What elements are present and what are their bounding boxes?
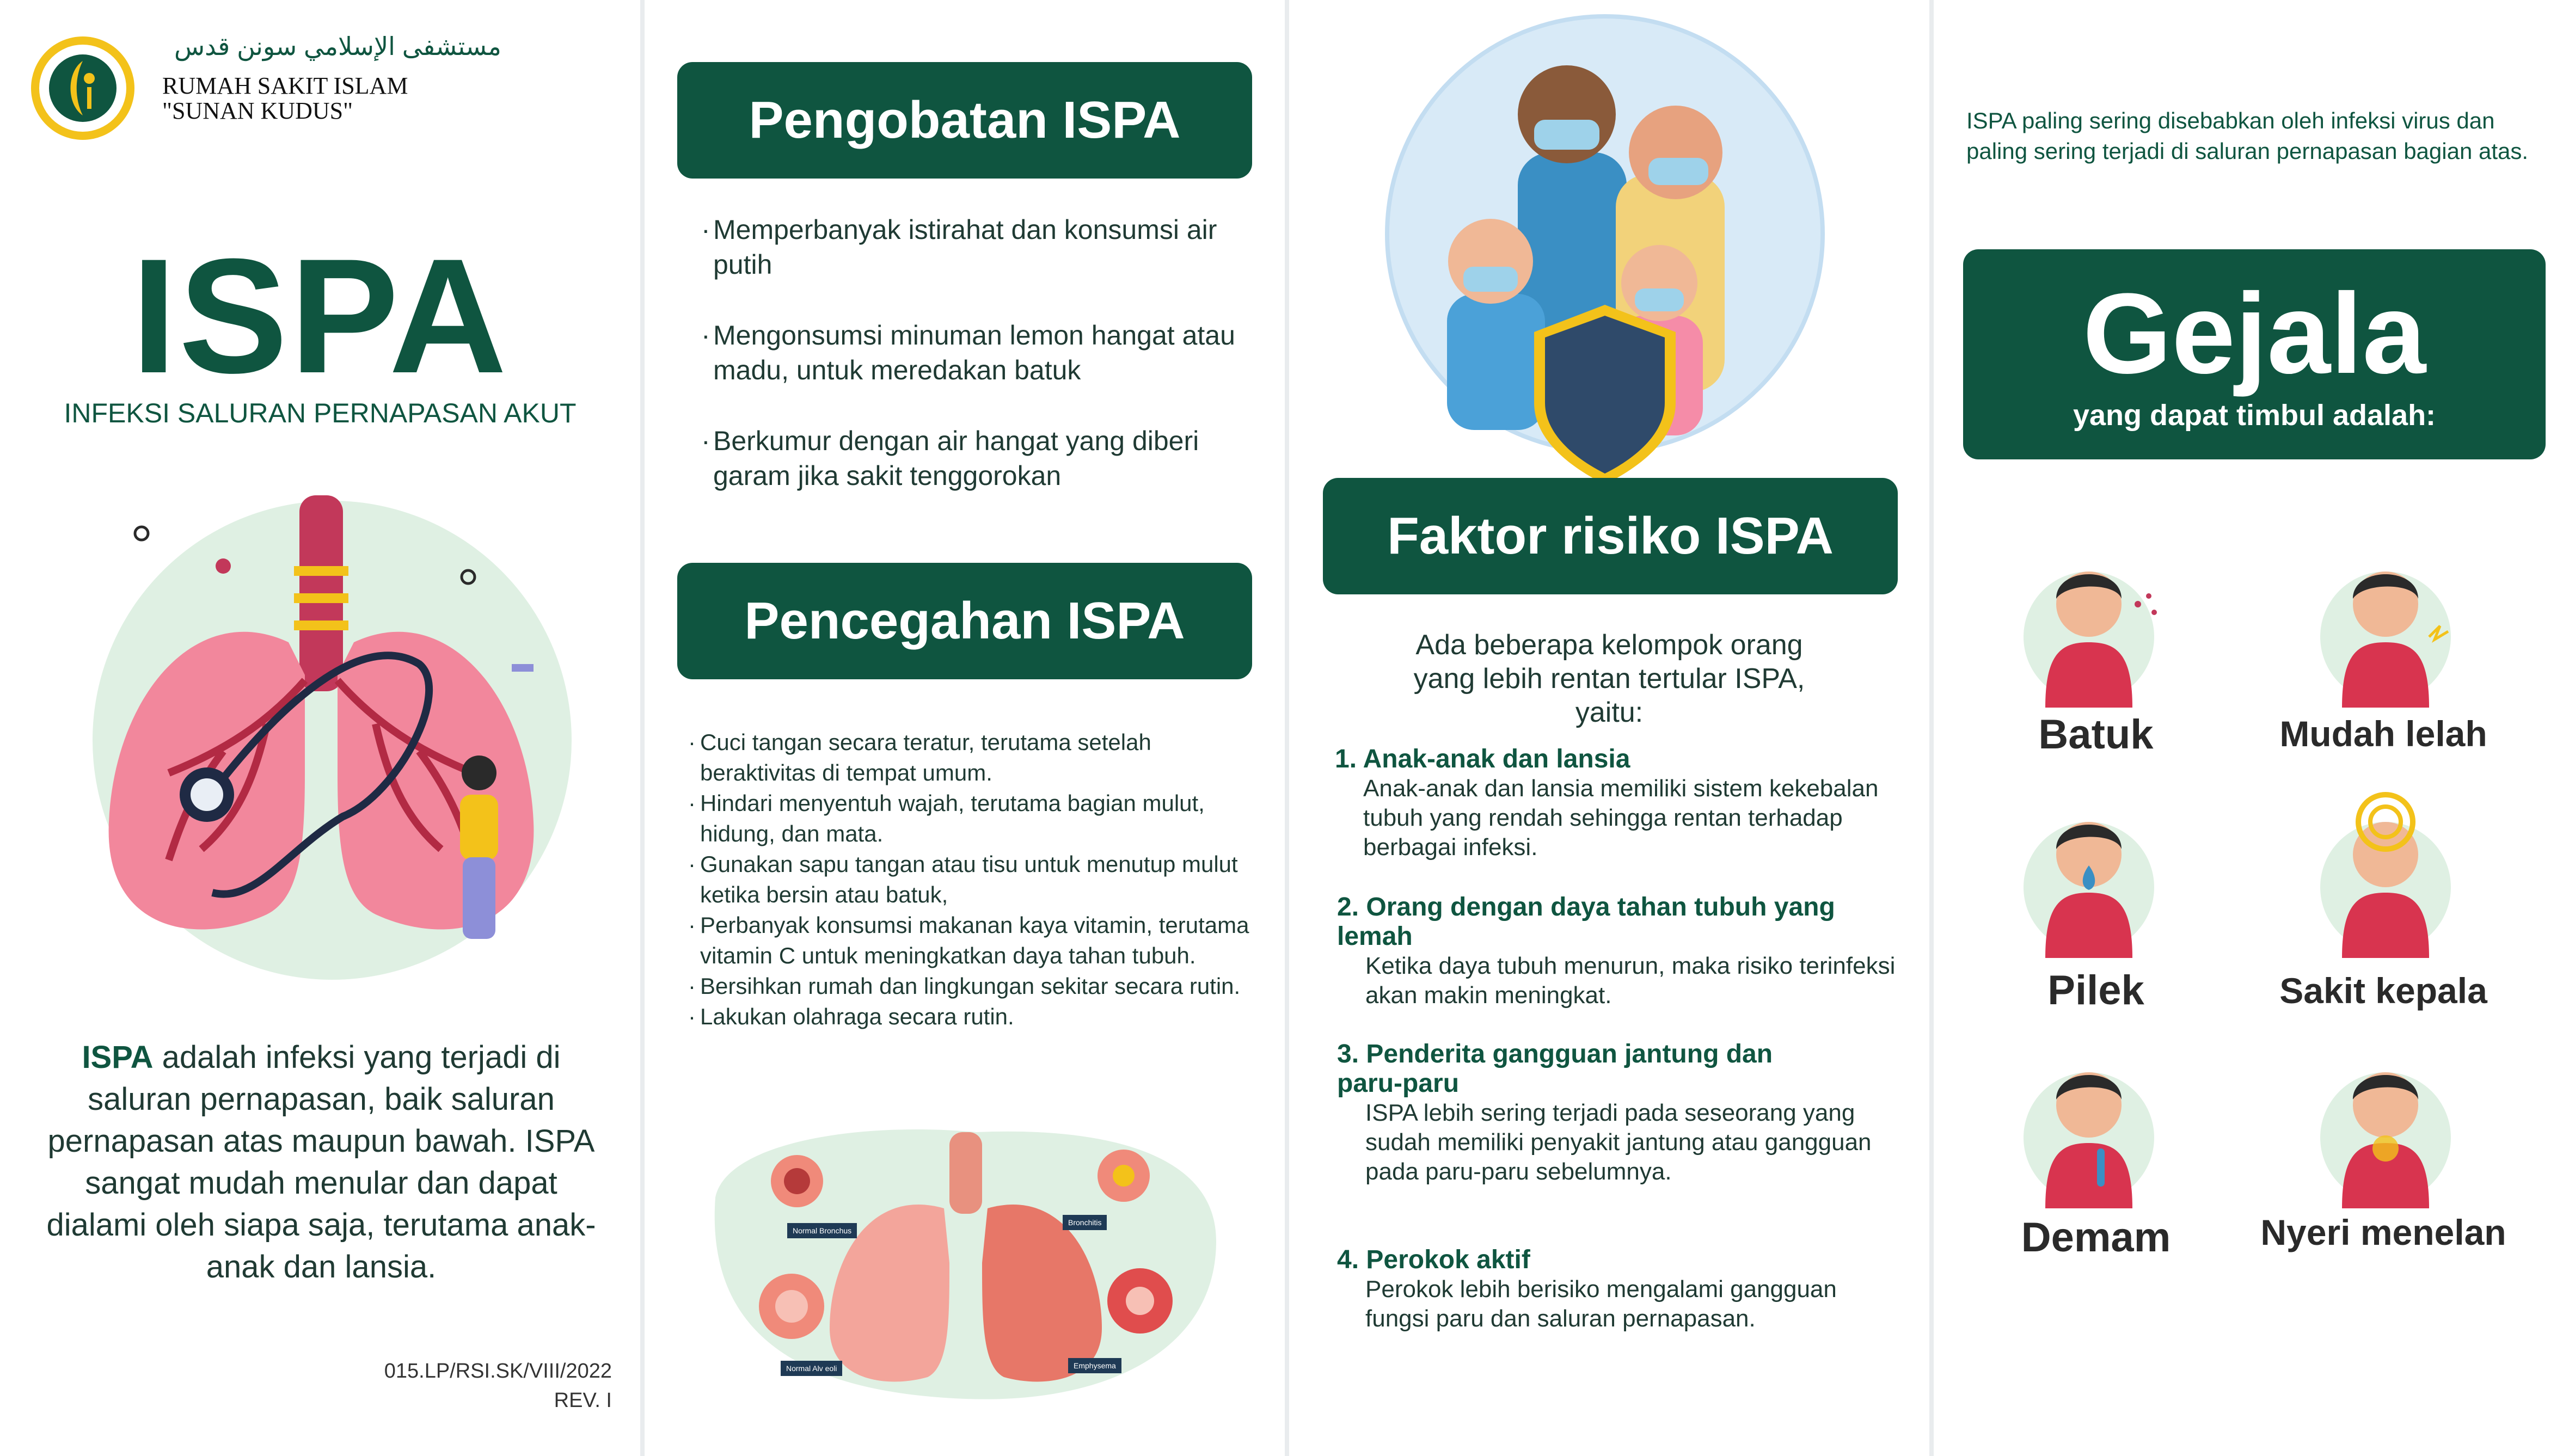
panel-treatment-prevention xyxy=(645,0,1285,1456)
list-item: · Hindari menyentuh wajah, terutama bagian mulut, hidung, dan mata. xyxy=(688,788,1254,849)
risk-item-description: Perokok lebih berisiko mengalami gangguan fungsi paru dan saluran pernapasan. xyxy=(1365,1276,1837,1332)
page-subtitle: INFEKSI SALURAN PERNAPASAN AKUT xyxy=(64,398,577,428)
document-revision: REV. I xyxy=(554,1389,612,1412)
risk-item-title: 1. Anak-anak dan lansia xyxy=(1335,745,1630,773)
symptom-label: Pilek xyxy=(2047,967,2144,1013)
treatment-title: Pengobatan ISPA xyxy=(677,62,1252,179)
symptom-label: Mudah lelah xyxy=(2279,714,2487,754)
hospital-arabic-name: مستشفى الإسلامي سونن قدس xyxy=(174,32,501,60)
list-item: · Gunakan sapu tangan atau tisu untuk menutup mulut ketika bersin atau batuk, xyxy=(688,849,1254,910)
hospital-subname: "SUNAN KUDUS" xyxy=(162,97,353,124)
risk-item-title: 2. Orang dengan daya tahan tubuh yang lemah xyxy=(1337,893,1835,951)
intro-description xyxy=(33,1036,610,1288)
family-bubble-illustration-icon xyxy=(1382,11,1828,490)
lung-conditions-illustration-icon xyxy=(694,1121,1238,1404)
hospital-seal-icon xyxy=(28,34,137,143)
panel-symptoms xyxy=(1934,0,2575,1456)
lung-label: Normal Bronchus xyxy=(787,1223,857,1238)
lung-label: Emphysema xyxy=(1068,1358,1121,1373)
risk-intro: Ada beberapa kelompok orang yang lebih rentan tertular ISPA, yaitu: xyxy=(1413,629,1805,728)
hospital-name: RUMAH SAKIT ISLAM xyxy=(162,72,408,99)
document-code: 015.LP/RSI.SK/VIII/2022 xyxy=(384,1360,612,1383)
risk-item-description: Anak-anak dan lansia memiliki sistem kekebalan tubuh yang rendah sehingga rentan terhadap berbagai infeksi. xyxy=(1363,775,1879,861)
page-title: ISPA xyxy=(131,224,509,407)
description-bold: ISPA xyxy=(82,1040,154,1075)
risk-item xyxy=(1337,1040,1903,1187)
symptom-label: Batuk xyxy=(2038,711,2154,758)
risk-item-title: 4. Perokok aktif xyxy=(1337,1245,1530,1274)
risk-item xyxy=(1337,1245,1903,1334)
headache-person-icon xyxy=(2304,784,2467,958)
list-item: · Berkumur dengan air hangat yang diberi garam jika sakit tenggorokan xyxy=(701,423,1246,493)
description-text: adalah infeksi yang terjadi di saluran pernapasan, baik saluran pernapasan atas maupun bawah. ISPA sangat mudah menular dan dapat dialami oleh siapa saja, terutama anak-anak dan lansia. xyxy=(46,1040,596,1285)
symptom-label: Sakit kepala xyxy=(2279,970,2487,1011)
symptom-label: Demam xyxy=(2021,1214,2171,1261)
risk-item-title: 3. Penderita gangguan jantung dan paru-paru xyxy=(1337,1040,1773,1098)
runny-nose-person-icon xyxy=(2013,795,2176,958)
list-item: · Mengonsumsi minuman lemon hangat atau madu, untuk meredakan batuk xyxy=(701,318,1246,388)
symptoms-intro: ISPA paling sering disebabkan oleh infeksi virus dan paling sering terjadi di saluran pernapasan bagian atas. xyxy=(1966,108,2529,164)
sore-throat-person-icon xyxy=(2304,1045,2467,1208)
symptoms-title: Gejala xyxy=(2082,269,2426,397)
symptom-label: Nyeri menelan xyxy=(2260,1212,2506,1252)
risk-item xyxy=(1335,745,1901,862)
panel-risk-factors xyxy=(1289,0,1929,1456)
risk-title: Faktor risiko ISPA xyxy=(1323,478,1898,594)
symptoms-subtitle: yang dapat timbul adalah: xyxy=(2073,399,2436,432)
risk-item-description: Ketika daya tubuh menurun, maka risiko terinfeksi akan makin meningkat. xyxy=(1365,953,1896,1009)
list-item: · Memperbanyak istirahat dan konsumsi air putih xyxy=(701,212,1246,282)
tired-person-icon xyxy=(2304,544,2467,708)
lungs-illustration-icon xyxy=(60,468,604,1012)
lung-label: Bronchitis xyxy=(1063,1215,1107,1230)
symptoms-header xyxy=(1963,249,2546,459)
prevention-list xyxy=(688,727,1254,1032)
list-item: · Lakukan olahraga secara rutin. xyxy=(688,1002,1254,1032)
risk-item-description: ISPA lebih sering terjadi pada seseorang yang sudah memiliki penyakit jantung atau gangguan pada paru-paru sebelumnya. xyxy=(1365,1099,1872,1185)
list-item: · Cuci tangan secara teratur, terutama setelah beraktivitas di tempat umum. xyxy=(688,727,1254,788)
treatment-list xyxy=(701,212,1246,493)
coughing-person-icon xyxy=(2013,544,2176,708)
list-item: · Bersihkan rumah dan lingkungan sekitar secara rutin. xyxy=(688,971,1254,1002)
prevention-title: Pencegahan ISPA xyxy=(677,563,1252,679)
panel-intro xyxy=(0,0,640,1456)
list-item: · Perbanyak konsumsi makanan kaya vitamin, terutama vitamin C untuk meningkatkan daya tahan tubuh. xyxy=(688,910,1254,971)
risk-item xyxy=(1337,893,1903,1010)
fever-person-icon xyxy=(2013,1045,2176,1208)
lung-label: Normal Alv eoli xyxy=(781,1361,842,1376)
